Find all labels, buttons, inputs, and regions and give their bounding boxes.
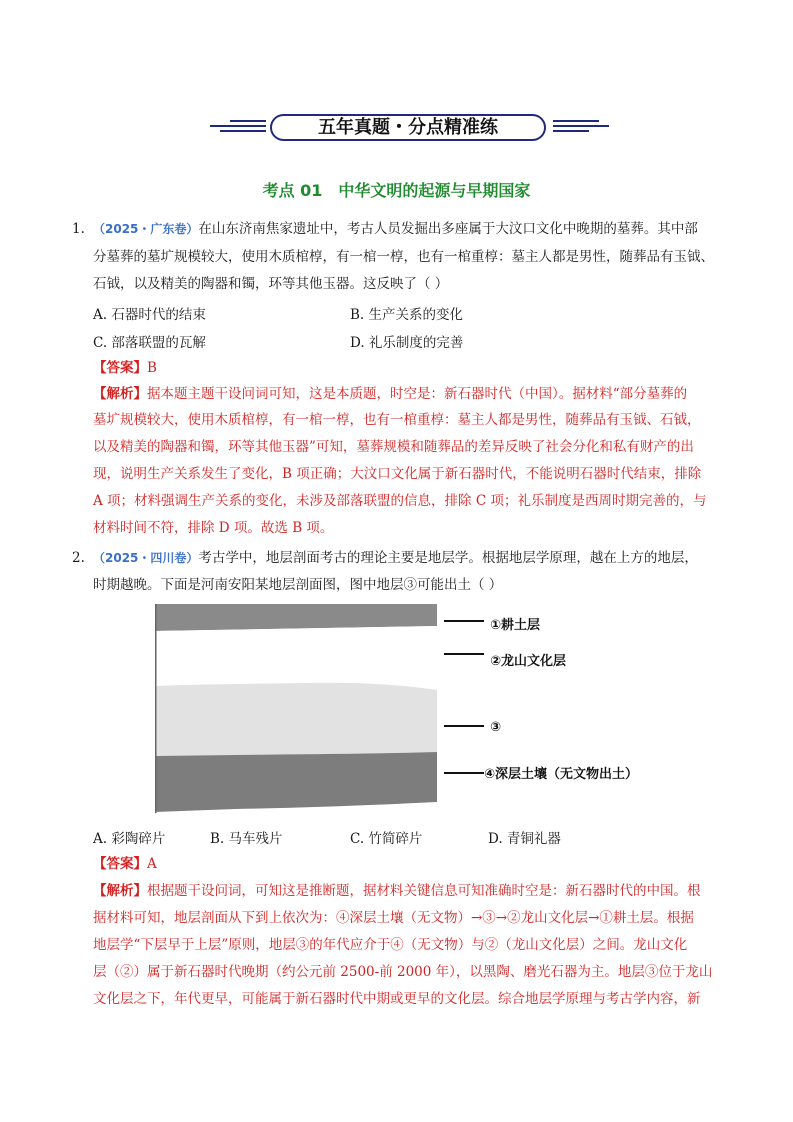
question-1-answer: 【答案】B [93, 360, 157, 376]
question-2-analysis-line-3: 地层学“下层早于上层”原则，地层③的年代应介于④（无文物）与②（龙山文化层）之间。龙山文化 [93, 937, 688, 953]
question-2-analysis-line-1: 【解析】根据题干设问词，可知这是推断题，据材料关键信息可知准确时空是：新石器时代的中国。根 [93, 883, 701, 899]
leader-line-3 [444, 725, 484, 727]
question-1-number: 1. [72, 221, 85, 237]
leader-line-1 [444, 620, 484, 622]
question-1-analysis-line-5: A 项；材料强调生产关系的变化，未涉及部落联盟的信息，排除 C 项；礼乐制度是西周时期完善的，与 [93, 493, 707, 509]
label-layer-2: ②龙山文化层 [490, 654, 567, 669]
question-1-option-d: D. 礼乐制度的完善 [350, 335, 464, 351]
banner-left-decoration [210, 120, 266, 134]
question-1-option-a: A. 石器时代的结束 [93, 307, 206, 323]
question-1-option-c: C. 部落联盟的瓦解 [93, 335, 206, 351]
layer-2-longshan-culture [155, 626, 437, 690]
question-1-source: （2025・广东卷） [93, 222, 199, 236]
leader-line-2 [444, 653, 484, 655]
section-title: 考点 01 中华文明的起源与早期国家 [262, 181, 531, 200]
question-2-source: （2025・四川卷） [93, 551, 199, 565]
question-2-number: 2. [72, 550, 85, 566]
question-1-stem-line-3: 石钺，以及精美的陶器和镯，环等其他玉器。这反映了（ ） [93, 276, 449, 292]
label-layer-1: ①耕土层 [490, 618, 541, 633]
question-2-analysis-line-4: 层（②）属于新石器时代晚期（约公元前 2500-前 2000 年），以黑陶、磨光石器为主。地层③位于龙山 [93, 964, 713, 980]
question-2-answer: 【答案】A [93, 856, 157, 872]
question-1-analysis-line-1: 【解析】据本题主题干设问词可知，这是本质题，时空是：新石器时代（中国）。据材料“部分墓葬的 [93, 386, 688, 402]
question-1-stem-line-1: （2025・广东卷）在山东济南焦家遗址中，考古人员发掘出多座属于大汶口文化中晚期的墓葬。其中部 [93, 221, 698, 237]
label-layer-3: ③ [490, 720, 502, 735]
banner-title: 五年真题・分点精准练 [270, 114, 546, 141]
question-1-analysis-line-4: 现，说明生产关系发生了变化，B 项正确；大汶口文化属于新石器时代，不能说明石器时代结束，排除 [93, 466, 702, 482]
question-2-analysis-line-5: 文化层之下，年代更早，可能属于新石器时代中期或更早的文化层。综合地层学原理与考古学内容，新 [93, 991, 701, 1007]
question-2-option-c: C. 竹简碎片 [350, 831, 423, 847]
question-2-option-d: D. 青铜礼器 [488, 831, 561, 847]
layer-4-deep-soil [155, 752, 437, 812]
question-2-option-a: A. 彩陶碎片 [93, 831, 166, 847]
question-1-analysis-line-3: 以及精美的陶器和镯，环等其他玉器”可知，墓葬规模和随葬品的差异反映了社会分化和私有财产的出 [93, 439, 694, 455]
question-1-analysis-line-6: 材料时间不符，排除 D 项。故选 B 项。 [93, 520, 334, 536]
question-1-stem-line-2: 分墓葬的墓圹规模较大，使用木质棺椁，有一棺一椁，也有一棺重椁：墓主人都是男性，随葬品有玉钺、 [93, 249, 714, 265]
question-1-analysis-line-2: 墓圹规模较大，使用木质棺椁，有一棺一椁，也有一棺重椁：墓主人都是男性，随葬品有玉钺、石钺， [93, 412, 701, 428]
layer-3-unknown [155, 683, 437, 756]
question-2-option-b: B. 马车残片 [210, 831, 283, 847]
question-2-stem-line-2: 时期越晚。下面是河南安阳某地层剖面图，图中地层③可能出土（ ） [93, 577, 503, 593]
stratigraphy-figure [155, 604, 437, 813]
question-1-option-b: B. 生产关系的变化 [350, 307, 464, 323]
question-2-stem-line-1: （2025・四川卷）考古学中，地层剖面考古的理论主要是地层学。根据地层学原理，越在上方的地层， [93, 550, 698, 566]
leader-line-4 [444, 772, 484, 774]
label-layer-4: ④深层土壤（无文物出土） [484, 767, 639, 782]
figure-left-edge [155, 604, 157, 813]
banner-right-decoration [553, 120, 609, 134]
question-2-analysis-line-2: 据材料可知，地层剖面从下到上依次为：④深层土壤（无文物）→③→②龙山文化层→①耕土层。根据 [93, 910, 694, 926]
